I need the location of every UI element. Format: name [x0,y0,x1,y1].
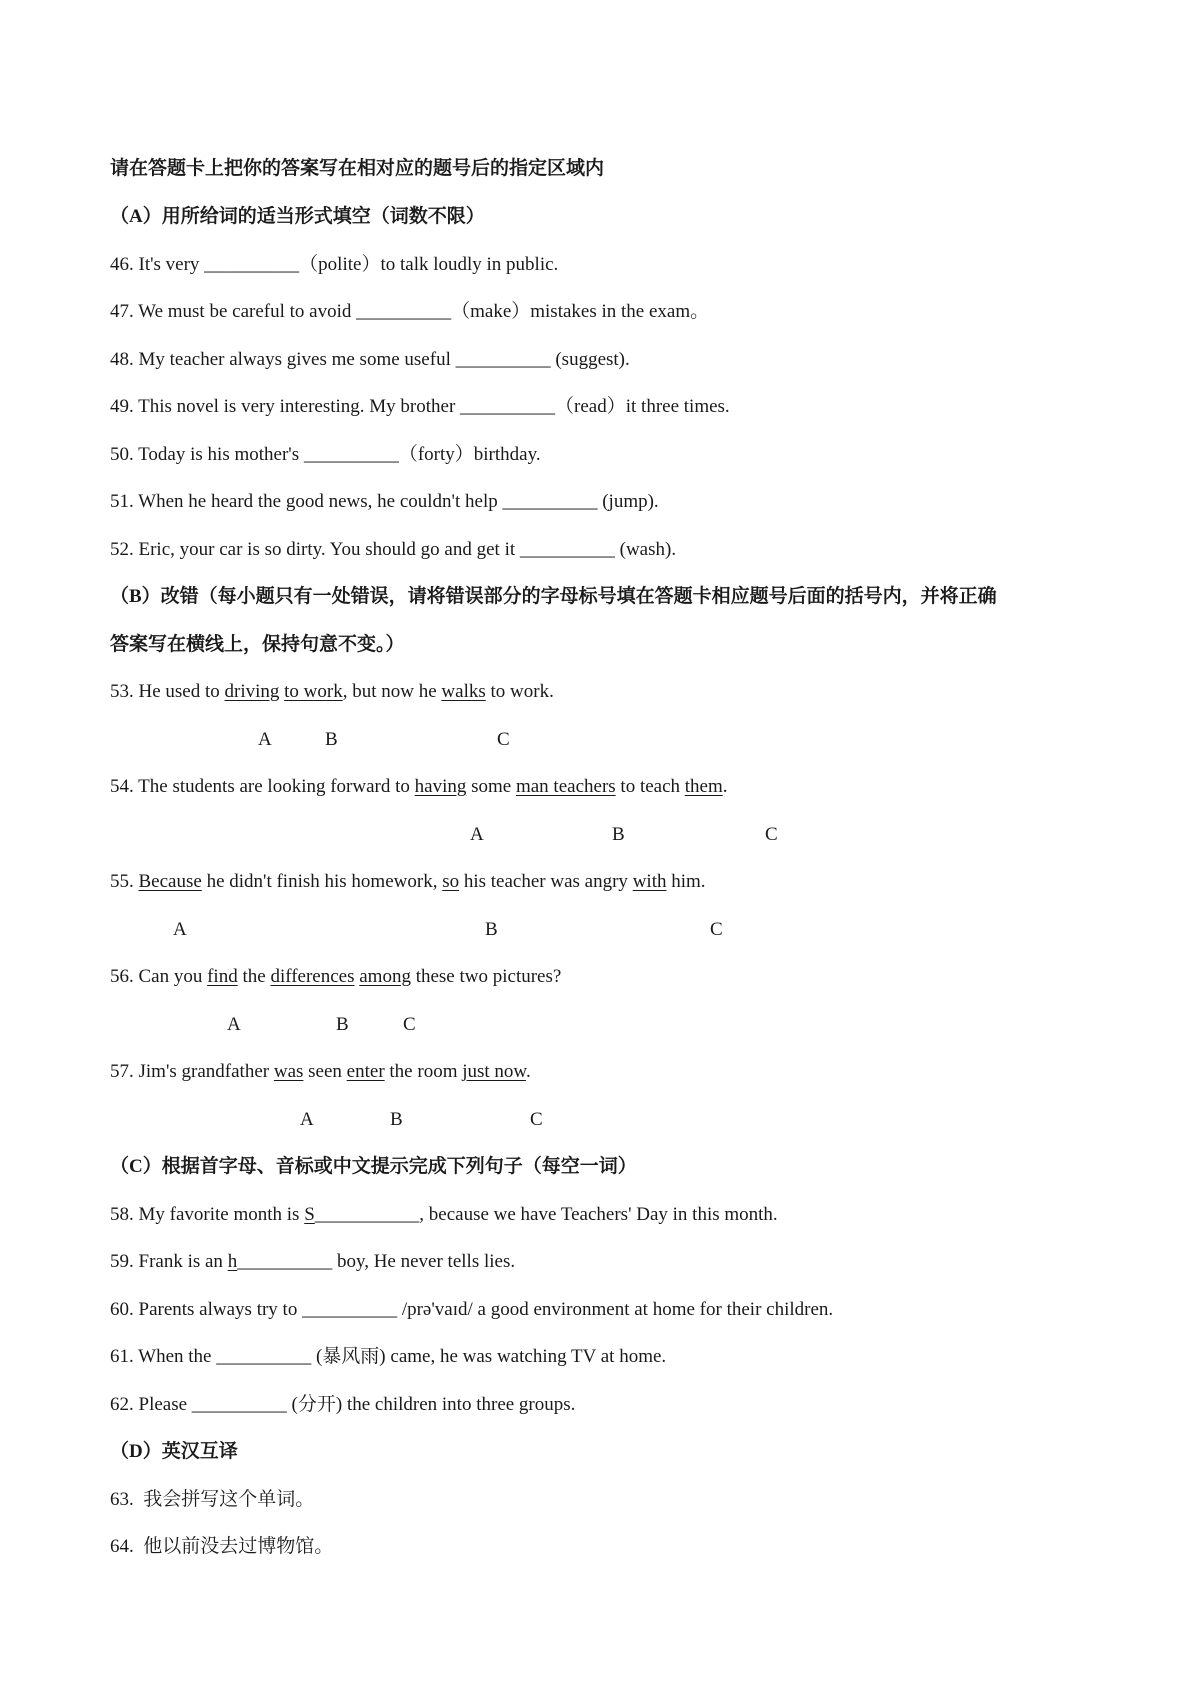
question-63: 63. 我会拼写这个单词。 [110,1489,315,1510]
question-56: 56. Can you find the differences among these two pictures? [110,966,562,987]
question-64: 64. 他以前没去过博物馆。 [110,1536,334,1557]
initial-letter-hint: h [227,1251,238,1272]
question-58: 58. My favorite month is S___________, because we have Teachers' Day in this month. [110,1204,778,1225]
question-54: 54. The students are looking forward to having some man teachers to teach them. [110,776,728,797]
option-a-underlined: was [273,1061,304,1082]
question-51: 51. When he heard the good news, he couldn't help __________ (jump). [110,491,659,512]
section-a-heading: （A）用所给词的适当形式填空（词数不限） [110,206,485,227]
option-b-underlined: to work [284,681,343,702]
section-c-heading: （C）根据首字母、音标或中文提示完成下列句子（每空一词） [110,1156,637,1177]
option-letter-c: C [765,824,778,845]
option-letter-b: B [485,919,498,940]
option-letter-b: B [390,1109,403,1130]
option-b-underlined: man teachers [515,776,616,797]
question-59: 59. Frank is an h__________ boy, He never tells lies. [110,1251,516,1272]
section-b-heading-line2: 答案写在横线上，保持句意不变。） [110,634,405,655]
instruction: 请在答题卡上把你的答案写在相对应的题号后的指定区域内 [110,158,605,179]
option-letter-b: B [612,824,625,845]
option-b-underlined: enter [346,1061,385,1082]
option-letter-a: A [300,1109,314,1130]
option-c-underlined: them [684,776,723,797]
option-b-underlined: differences [270,966,355,987]
section-b-heading-line1: （B）改错（每小题只有一处错误，请将错误部分的字母标号填在答题卡相应题号后面的括号内，并将正确 [110,586,997,607]
option-letter-c: C [530,1109,543,1130]
option-letter-b: B [325,729,338,750]
question-61: 61. When the __________ (暴风雨) came, he was watching TV at home. [110,1346,667,1367]
option-c-underlined: with [632,871,667,892]
question-52: 52. Eric, your car is so dirty. You should go and get it __________ (wash). [110,539,677,560]
question-46: 46. It's very __________（polite）to talk loudly in public. [110,254,559,275]
option-a-underlined: Because [138,871,202,892]
option-c-underlined: walks [441,681,486,702]
question-47: 47. We must be careful to avoid __________（make）mistakes in the exam。 [110,301,710,322]
question-53: 53. He used to driving to work, but now he walks to work. [110,681,554,702]
option-letter-a: A [258,729,272,750]
question-49: 49. This novel is very interesting. My brother __________（read）it three times. [110,396,730,417]
option-c-underlined: just now [462,1061,526,1082]
option-letter-a: A [470,824,484,845]
option-a-underlined: driving [224,681,280,702]
option-letter-a: A [173,919,187,940]
option-letter-c: C [710,919,723,940]
question-48: 48. My teacher always gives me some useful __________ (suggest). [110,349,630,370]
option-a-underlined: find [207,966,238,987]
section-d-heading: （D）英汉互译 [110,1441,238,1462]
option-letter-b: B [336,1014,349,1035]
option-letter-c: C [403,1014,416,1035]
option-letter-a: A [227,1014,241,1035]
option-c-underlined: among [359,966,411,987]
option-a-underlined: having [414,776,467,797]
question-60: 60. Parents always try to __________ /prə'vaɪd/ a good environment at home for their children. [110,1299,834,1320]
question-57: 57. Jim's grandfather was seen enter the room just now. [110,1061,531,1082]
option-letter-c: C [497,729,510,750]
initial-letter-hint: S [304,1204,315,1225]
question-62: 62. Please __________ (分开) the children into three groups. [110,1394,576,1415]
question-55: 55. Because he didn't finish his homework, so his teacher was angry with him. [110,871,706,892]
option-b-underlined: so [442,871,460,892]
question-50: 50. Today is his mother's __________（forty）birthday. [110,444,541,465]
